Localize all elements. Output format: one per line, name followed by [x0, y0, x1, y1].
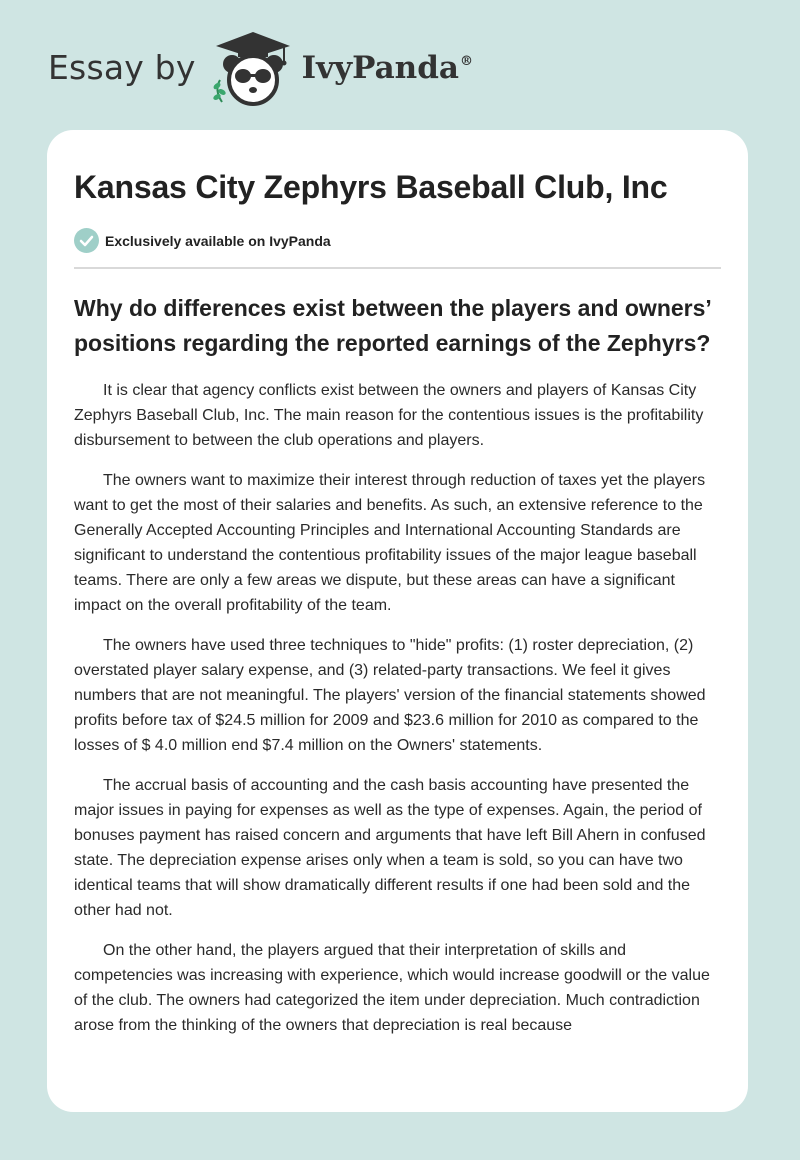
paragraph: The owners want to maximize their interest through reduction of taxes yet the players want to get the most of their salaries and benefits. As such, an extensive reference to the Generally Accepted Accounting Principles and International Accounting Standards are significant to understand the contentious profitability issues of the major league baseball teams. There are only a few areas we dispute, but these areas can have a significant impact on the overall profitability of the team.	[74, 472, 706, 615]
check-circle-icon	[74, 228, 99, 253]
site-header	[48, 30, 473, 110]
panda-graduate-icon[interactable]	[208, 30, 298, 110]
paragraph: The owners have used three techniques to "hide" profits: (1) roster depreciation, (2) overstated player salary expense, and (3) related-party transactions. We feel it gives numbers that are not meaningful. The players' version of the financial statements showed profits before tax of $24.5 million for 2009 and $23.6 million for 2010 as compared to the losses of $ 4.0 million end $7.4 million on the Owners' statements.	[74, 637, 706, 755]
paragraph: On the other hand, the players argued that their interpretation of skills and competencies was increasing with experience, which would increase goodwill or the value of the club. The owners had categorized the item under depreciation. Much contradiction arose from the thinking of the owners that depreciation is real because	[74, 942, 710, 1035]
paragraph: The accrual basis of accounting and the cash basis accounting have presented the major issues in paying for expenses as well as the type of expenses. Again, the period of bonuses payment has raised concern and arguments that have left Bill Ahern in confused state. The depreciation expense arises only when a team is sold, so you can have two identical teams that will show dramatically different results if one had been sold and the other had not.	[74, 777, 706, 920]
exclusive-badge	[74, 228, 721, 253]
registered-mark: ®	[459, 54, 473, 69]
divider	[74, 267, 721, 269]
badge-text: Exclusively available on IvyPanda	[105, 232, 331, 249]
essay-card	[47, 130, 748, 1112]
paragraph: It is clear that agency conflicts exist between the owners and players of Kansas City Zephyrs Baseball Club, Inc. The main reason for the contentious issues is the profitability disbursement to between the club operations and players.	[74, 382, 704, 450]
section-heading: Why do differences exist between the players and owners’ positions regarding the reported earnings of the Zephyrs?	[74, 295, 711, 356]
page-title: Kansas City Zephyrs Baseball Club, Inc	[74, 169, 668, 205]
brand-name[interactable]: IvyPanda®	[301, 50, 473, 86]
essay-by-label: Essay by	[48, 47, 196, 87]
